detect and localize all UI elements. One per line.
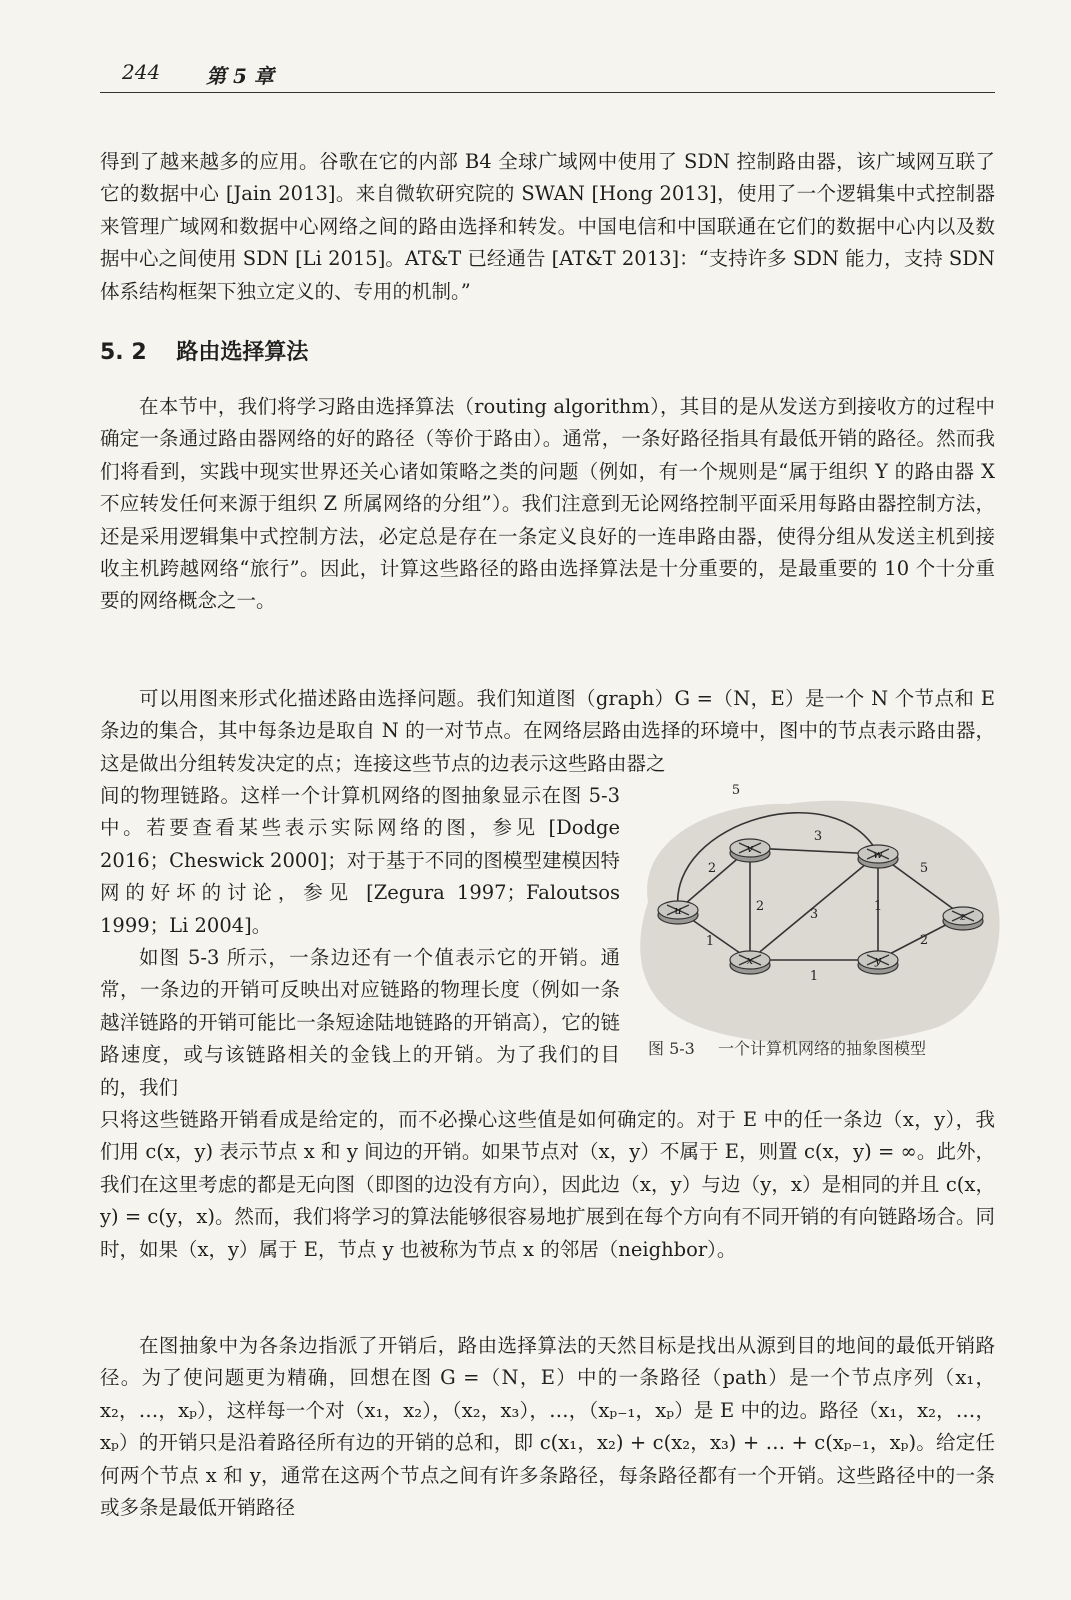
page-header [100,58,995,93]
network-graph-figure [628,782,1010,1052]
paragraph-path-cost: 在图抽象中为各条边指派了开销后，路由选择算法的天然目标是找出从源到目的地间的最低开销路径。为了使问题更为精确，回想在图 G =（N，E）中的一条路径（path）是一个节点序列（x₁，x₂，…，xₚ），这样每一个对（x₁，x₂），（x₂，x₃），…，（xₚ₋₁，xₚ）是 E 中的边。路径（x₁，x₂，…，xₚ）的开销只是沿着路径所有边的开销的总和，即 c(x₁，x₂) + c(x₂，x₃) + … + c(xₚ₋₁，xₚ)。给定任何两个节点 x 和 y，通常在这两个节点之间有许多条路径，每条路径都有一个开销。这些路径中的一条或多条是最低开销路径 [100,1334,995,1520]
router-label-z: z [960,910,966,923]
edge-cost-u-v: 2 [707,861,717,876]
paragraph-graph-definition: 可以用图来形式化描述路由选择问题。我们知道图（graph）G =（N，E）是一个 N 个节点和 E 条边的集合，其中每条边是取自 N 的一对节点。在网络层路由选择的环境中，图中的节点表示路由器，这是做出分组转发决定的点；连接这些节点的边表示这些路由器之 [100,687,995,775]
paragraph-graph-abstraction: 间的物理链路。这样一个计算机网络的图抽象显示在图 5-3 中。若要查看某些表示实际网络的图，参见 [Dodge 2016；Cheswick 2000]；对于基于不同的图模型建模因特网的好坏的讨论，参见 [Zegura 1997；Faloutsos 1999；Li 2004]。 [100,784,620,937]
router-node-y [858,951,898,974]
edge-cost-w-z: 5 [919,861,929,876]
router-label-v: v [746,842,754,855]
edge-cost-x-w: 3 [809,907,819,922]
edge-cost-u-w: 5 [731,783,741,798]
router-node-w [858,845,898,868]
section-number: 5. 2 [100,340,147,365]
edge-cost-v-x: 2 [755,899,765,914]
figure-caption [648,1036,988,1059]
paragraph-edge-cost-continued: 只将这些链路开销看成是给定的，而不必操心这些值是如何确定的。对于 E 中的任一条边（x，y），我们用 c(x，y) 表示节点 x 和 y 间边的开销。如果节点对（x，y）不属于 E，则置 c(x，y) = ∞。此外，我们在这里考虑的都是无向图（即图的边没有方向），因此边（x，y）与边（y，x）是相同的并且 c(x，y) = c(y，x)。然而，我们将学习的算法能够很容易地扩展到在每个方向有不同开销的有向链路场合。同时，如果（x，y）属于 E，节点 y 也被称为节点 x 的邻居（neighbor）。 [100,1108,996,1261]
paragraph-edge-cost: 如图 5-3 所示，一条边还有一个值表示它的开销。通常，一条边的开销可反映出对应链路的物理长度（例如一条越洋链路的开销可能比一条短途陆地链路的开销高），它的链路速度，或与该链路相关的金钱上的开销。为了我们的目的，我们 [100,946,620,1099]
router-label-w: w [873,848,883,861]
intro-paragraph: 得到了越来越多的应用。谷歌在它的内部 B4 全球广域网中使用了 SDN 控制路由器，该广域网互联了它的数据中心 [Jain 2013]。来自微软研究院的 SWAN [Hong 2013]，使用了一个逻辑集中式控制器来管理广域网和数据中心网络之间的路由选择和转发。中国电信和中国联通在它们的数据中心内以及数据中心之间使用 SDN [Li 2015]。AT&T 已经通告 [AT&T 2013]：“支持许多 SDN 能力，支持 SDN 体系结构框架下独立定义的、专用的机制。” [100,150,995,303]
figure-number: 图 5-3 [648,1039,695,1058]
router-node-v [730,839,770,862]
paragraph-routing-algorithm: 在本节中，我们将学习路由选择算法（routing algorithm），其目的是从发送方到接收方的过程中确定一条通过路由器网络的好的路径（等价于路由）。通常，一条好路径指具有最低开销的路径。然而我们将看到，实践中现实世界还关心诸如策略之类的问题（例如，有一个规则是“属于组织 Y 的路由器 X 不应转发任何来源于组织 Z 所属网络的分组”）。我们注意到无论网络控制平面采用每路由器控制方法，还是采用逻辑集中式控制方法，必定总是存在一条定义良好的一连串路由器，使得分组从发送主机到接收主机跨越网络“旅行”。因此，计算这些路径的路由选择算法是十分重要的，是最重要的 10 个十分重要的网络概念之一。 [100,395,995,613]
section-title: 路由选择算法 [176,340,309,365]
figure-caption-text: 一个计算机网络的抽象图模型 [717,1039,926,1058]
router-label-u: u [674,904,682,917]
router-node-u [658,901,698,924]
router-node-z [943,907,983,930]
section-heading [100,335,308,366]
edge-cost-v-w: 3 [813,829,823,844]
router-label-x: x [746,954,754,967]
edge-cost-y-z: 2 [919,933,929,948]
edge-cost-w-y: 1 [873,899,883,914]
router-node-x [730,951,770,974]
edge-cost-x-y: 1 [809,969,819,984]
chapter-label: 第 5 章 [206,64,274,88]
page-number: 244 [122,60,161,84]
edge-cost-u-x: 1 [705,934,715,949]
router-label-y: y [874,954,882,967]
